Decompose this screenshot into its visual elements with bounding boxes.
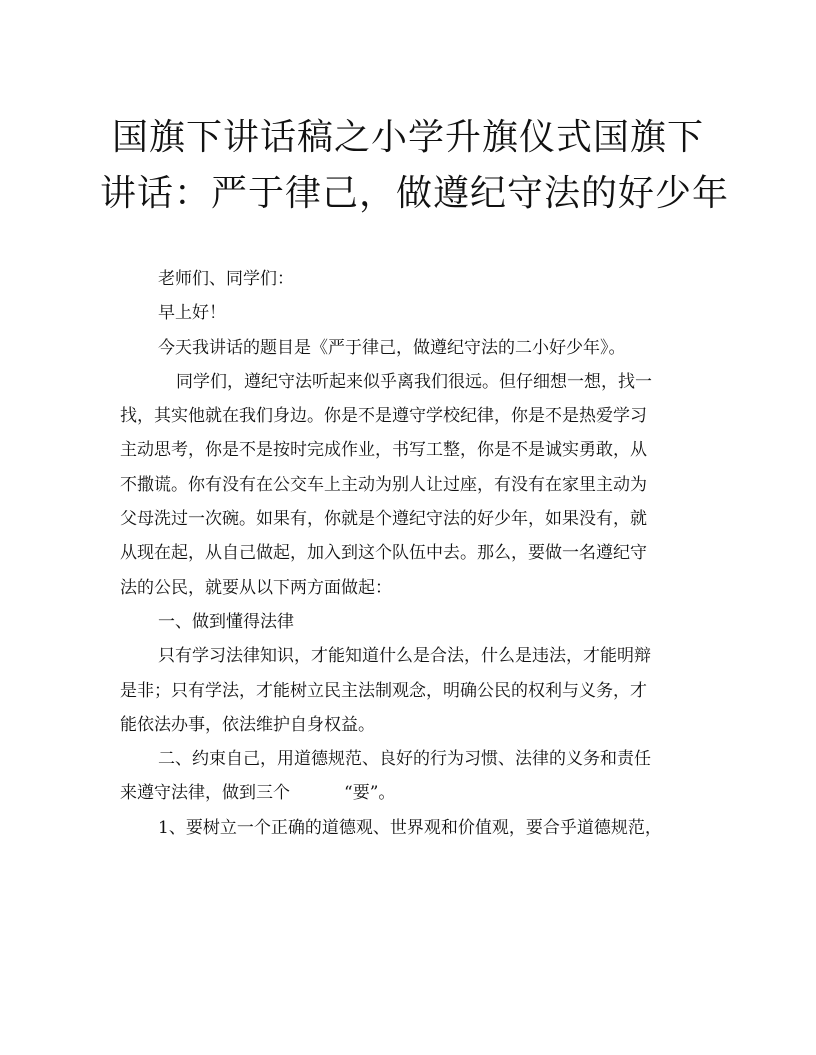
paragraph-line: 是非；只有学法，才能树立民主法制观念，明确公民的权利与义务，才 xyxy=(120,680,647,701)
paragraph-line: 主动思考，你是不是按时完成作业，书写工整，你是不是诚实勇敢，从 xyxy=(120,440,647,461)
paragraph-line xyxy=(120,776,698,810)
paragraph-line: 不撒谎。你有没有在公交车上主动为别人让过座，有没有在家里主动为 xyxy=(120,474,647,495)
greeting: 早上好！ xyxy=(158,303,226,324)
paragraph-line: 父母洗过一次碗。如果有，你就是个遵纪守法的好少年，如果没有，就 xyxy=(120,509,647,530)
paragraph-line: 只有学习法律知识，才能知道什么是合法，什么是违法，才能明辩 xyxy=(158,646,651,667)
section-heading-1: 一、做到懂得法律 xyxy=(158,611,294,632)
quoted-word: “要”。 xyxy=(344,783,396,804)
paragraph-line: 法的公民，就要从以下两方面做起： xyxy=(120,577,392,598)
paragraph-line-text: 来遵守法律，做到三个 xyxy=(120,783,290,804)
paragraph-line: 同学们，遵纪守法听起来似乎离我们很远。但仔细想一想，找一 xyxy=(176,371,652,392)
salutation: 老师们、同学们： xyxy=(158,269,294,289)
title-line-2: 讲话：严于律己，做遵纪守法的好少年 xyxy=(100,173,730,214)
paragraph-line: 能依法办事，依法维护自身权益。 xyxy=(120,714,375,735)
document-title xyxy=(100,110,730,222)
speech-topic: 今天我讲话的题目是《严于律己，做遵纪守法的二小好少年》。 xyxy=(158,337,626,358)
paragraph-line: 找，其实他就在我们身边。你是不是遵守学校纪律，你是不是热爱学习 xyxy=(120,406,647,427)
document-body xyxy=(120,262,698,845)
section-heading-2: 二、约束自己，用道德规范、良好的行为习惯、法律的义务和责任 xyxy=(158,749,651,770)
paragraph-line: 1、要树立一个正确的道德观、世界观和价值观，要合乎道德规范， xyxy=(158,817,662,838)
paragraph-line: 从现在起，从自己做起，加入到这个队伍中去。那么，要做一名遵纪守 xyxy=(120,543,647,564)
title-line-1: 国旗下讲话稿之小学升旗仪式国旗下 xyxy=(111,117,704,158)
